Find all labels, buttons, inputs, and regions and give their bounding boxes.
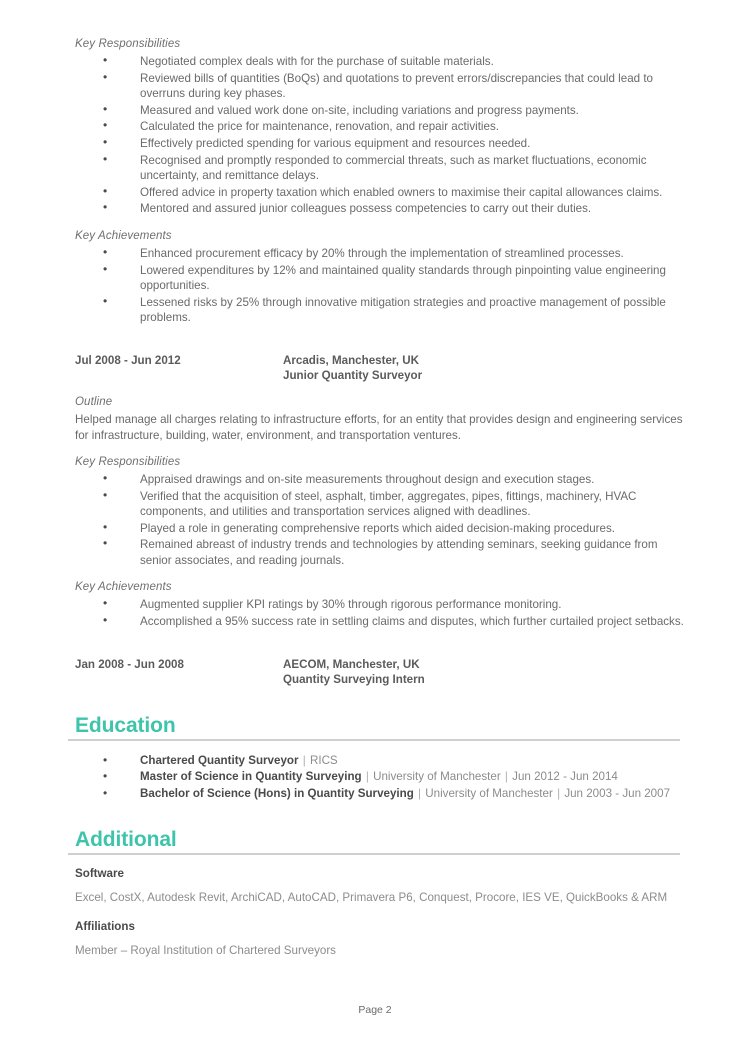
education-degree: Master of Science in Quantity Surveying <box>140 770 362 784</box>
separator: | <box>299 753 309 767</box>
subsection-value: Member – Royal Institution of Chartered Surveyors <box>75 944 336 958</box>
separator: | <box>501 770 512 784</box>
experience-entry-aecom <box>75 657 687 688</box>
education-dates: Jun 2003 - Jun 2007 <box>564 786 671 800</box>
outline-text: Helped manage all charges relating to infrastructure efforts, for an entity that provides design and engineering services for infrastructure, building, water, environment, and transportation ventures. <box>75 412 683 442</box>
education-institution: University of Manchester <box>373 770 501 784</box>
list-item <box>75 786 687 803</box>
education-list <box>75 753 687 803</box>
job-header <box>75 657 687 688</box>
outline-label: Outline <box>75 395 113 408</box>
spacer <box>75 384 687 396</box>
education-section <box>75 714 687 803</box>
key-achievements-label: Key Achievements <box>75 229 172 242</box>
education-dates: Jun 2012 - Jun 2014 <box>512 770 618 784</box>
list-item: • Appraised drawings and on-site measurements throughout design and execution stages. <box>75 472 687 488</box>
list-item: • Offered advice in property taxation which enabled owners to maximise their capital allowances claims. <box>75 185 687 201</box>
list-item: • Verified that the acquisition of steel, asphalt, timber, aggregates, pipes, fittings, machinery, HVAC components, and utilities and transportation services aligned with deadlines. <box>75 489 687 520</box>
additional-group-software <box>75 867 687 906</box>
education-institution: University of Manchester <box>425 786 553 800</box>
section-title-education: Education <box>75 713 176 737</box>
list-item: • Negotiated complex deals with for the purchase of suitable materials. <box>75 54 687 70</box>
experience-entry-arcadis <box>75 353 687 630</box>
key-responsibilities-list <box>75 472 687 569</box>
key-responsibilities-label: Key Responsibilities <box>75 455 181 468</box>
list-item: • Effectively predicted spending for various equipment and resources needed. <box>75 136 687 152</box>
list-item: • Played a role in generating comprehensive reports which aided decision-making procedures. <box>75 521 687 537</box>
key-achievements-label: Key Achievements <box>75 581 172 594</box>
list-item: • Lessened risks by 25% through innovative mitigation strategies and proactive management of possible problems. <box>75 295 687 326</box>
job-dates: Jul 2008 - Jun 2012 <box>75 353 181 367</box>
job-dates: Jan 2008 - Jun 2008 <box>75 657 184 671</box>
section-divider <box>68 853 680 855</box>
job-title: Quantity Surveying Intern <box>283 673 425 687</box>
key-achievements-list <box>75 597 687 629</box>
list-item: • Calculated the price for maintenance, renovation, and repair activities. <box>75 119 687 135</box>
spacer <box>75 569 687 581</box>
page-footer: Page 2 <box>358 1004 392 1016</box>
job-details <box>283 657 687 688</box>
subsection-label: Affiliations <box>75 920 135 934</box>
key-responsibilities-list <box>75 54 687 217</box>
list-item: • Enhanced procurement efficacy by 20% through the implementation of streamlined processes. <box>75 246 687 262</box>
page-content <box>75 38 687 973</box>
job-details <box>283 353 687 384</box>
education-institution: RICS <box>309 753 338 767</box>
subsection-value: Excel, CostX, Autodesk Revit, ArchiCAD, AutoCAD, Primavera P6, Conquest, Procore, IES VE, QuickBooks & ARM <box>75 891 668 905</box>
section-title-additional: Additional <box>75 828 177 852</box>
separator: | <box>553 786 564 800</box>
list-item: • Reviewed bills of quantities (BoQs) and quotations to prevent errors/discrepancies that could lead to overruns during key phases. <box>75 71 687 102</box>
spacer <box>75 444 687 456</box>
additional-section <box>75 828 687 959</box>
list-item: • Mentored and assured junior colleagues possess competencies to carry out their duties. <box>75 201 687 217</box>
list-item: • Remained abreast of industry trends and technologies by attending seminars, seeking guidance from senior associates, and reading journals. <box>75 537 687 568</box>
separator: | <box>414 786 425 800</box>
job-company: AECOM, Manchester, UK <box>283 657 420 671</box>
spacer <box>75 327 687 353</box>
education-degree: Bachelor of Science (Hons) in Quantity Surveying <box>140 786 414 800</box>
list-item <box>75 769 687 786</box>
list-item: • Measured and valued work done on-site, including variations and progress payments. <box>75 103 687 119</box>
key-responsibilities-label: Key Responsibilities <box>75 38 181 50</box>
job-title: Junior Quantity Surveyor <box>283 369 423 383</box>
spacer <box>75 631 687 657</box>
list-item: • Augmented supplier KPI ratings by 30% through rigorous performance monitoring. <box>75 597 687 613</box>
education-degree: Chartered Quantity Surveyor <box>140 753 299 767</box>
additional-group-affiliations <box>75 920 687 959</box>
job-company: Arcadis, Manchester, UK <box>283 353 419 367</box>
separator: | <box>362 770 373 784</box>
list-item: • Lowered expenditures by 12% and maintained quality standards through pinpointing value engineering opportunities. <box>75 263 687 294</box>
list-item <box>75 753 687 770</box>
job-header <box>75 353 687 384</box>
list-item: • Recognised and promptly responded to commercial threats, such as market fluctuations, economic uncertainty, and remittance delays. <box>75 153 687 184</box>
subsection-label: Software <box>75 867 124 881</box>
list-item: • Accomplished a 95% success rate in settling claims and disputes, which further curtailed project setbacks. <box>75 614 687 630</box>
spacer <box>75 218 687 230</box>
key-achievements-list <box>75 246 687 326</box>
experience-entry-continued <box>75 38 687 326</box>
section-divider <box>68 739 680 741</box>
